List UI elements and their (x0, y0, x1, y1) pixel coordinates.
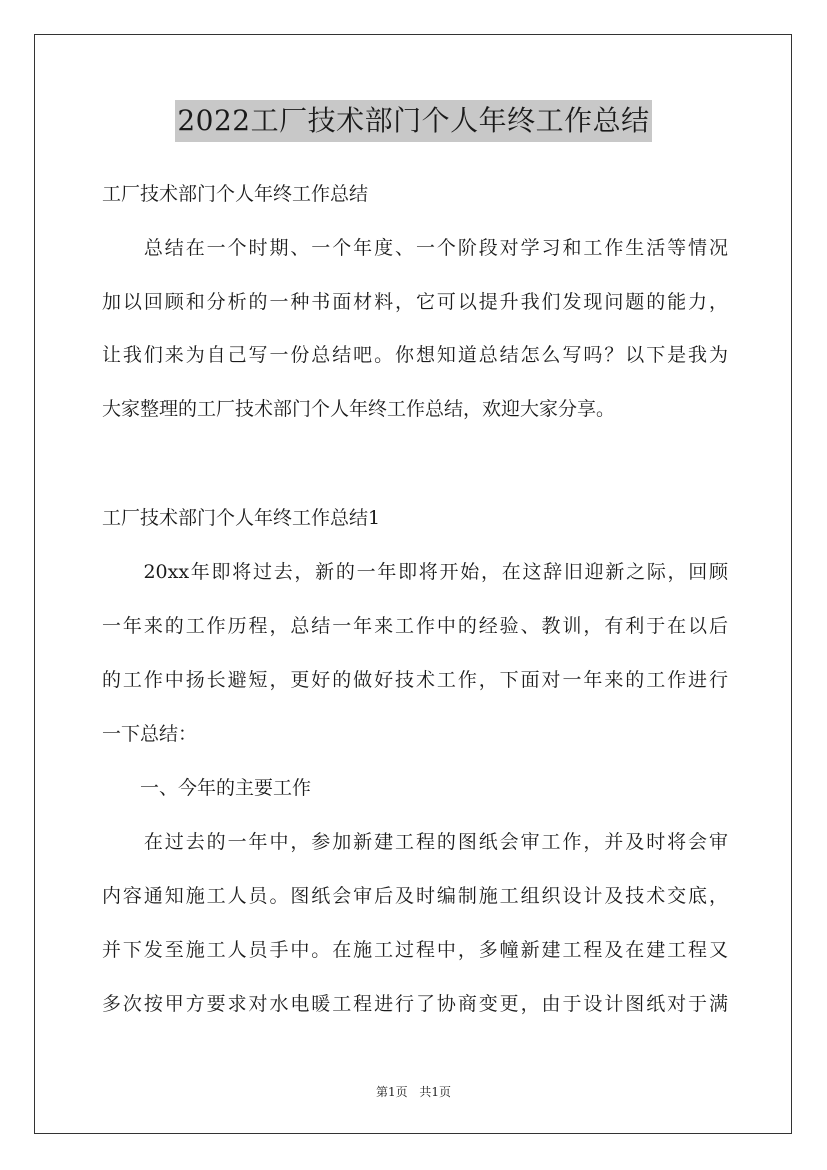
paragraph-line: 多次按甲方要求对水电暖工程进行了协商变更，由于设计图纸对于满 (102, 993, 728, 1015)
page-total: 共1页 (419, 1085, 452, 1099)
paragraph-line: 一下总结： (102, 723, 198, 745)
title-block (0, 100, 827, 142)
paragraph-line: 内容通知施工人员。图纸会审后及时编制施工组织设计及技术交底， (102, 885, 728, 907)
subtitle-line: 工厂技术部门个人年终工作总结 (102, 183, 369, 205)
paragraph-line: 并下发至施工人员手中。在施工过程中，多幢新建工程及在建工程又 (102, 939, 728, 961)
subsection-heading: 一、今年的主要工作 (102, 777, 312, 799)
paragraph-line: 总结在一个时期、一个年度、一个阶段对学习和工作生活等情况 (102, 237, 728, 259)
section-heading: 工厂技术部门个人年终工作总结1 (102, 507, 381, 529)
paragraph-line: 在过去的一年中，参加新建工程的图纸会审工作，并及时将会审 (102, 831, 728, 853)
paragraph-line: 让我们来为自己写一份总结吧。你想知道总结怎么写吗？以下是我为 (102, 344, 728, 366)
paragraph-line: 一年来的工作历程，总结一年来工作中的经验、教训，有利于在以后 (102, 615, 728, 637)
paragraph-line: 加以回顾和分析的一种书面材料，它可以提升我们发现问题的能力， (102, 291, 728, 313)
paragraph-line: 大家整理的工厂技术部门个人年终工作总结，欢迎大家分享。 (102, 398, 616, 420)
paragraph-line: 20xx年即将过去，新的一年即将开始，在这辞旧迎新之际，回顾 (102, 561, 728, 583)
page-number: 第1页 (375, 1085, 408, 1099)
document-title: 2022工厂技术部门个人年终工作总结 (175, 100, 651, 142)
page-footer (0, 1083, 827, 1100)
paragraph-line: 的工作中扬长避短，更好的做好技术工作，下面对一年来的工作进行 (102, 669, 728, 691)
